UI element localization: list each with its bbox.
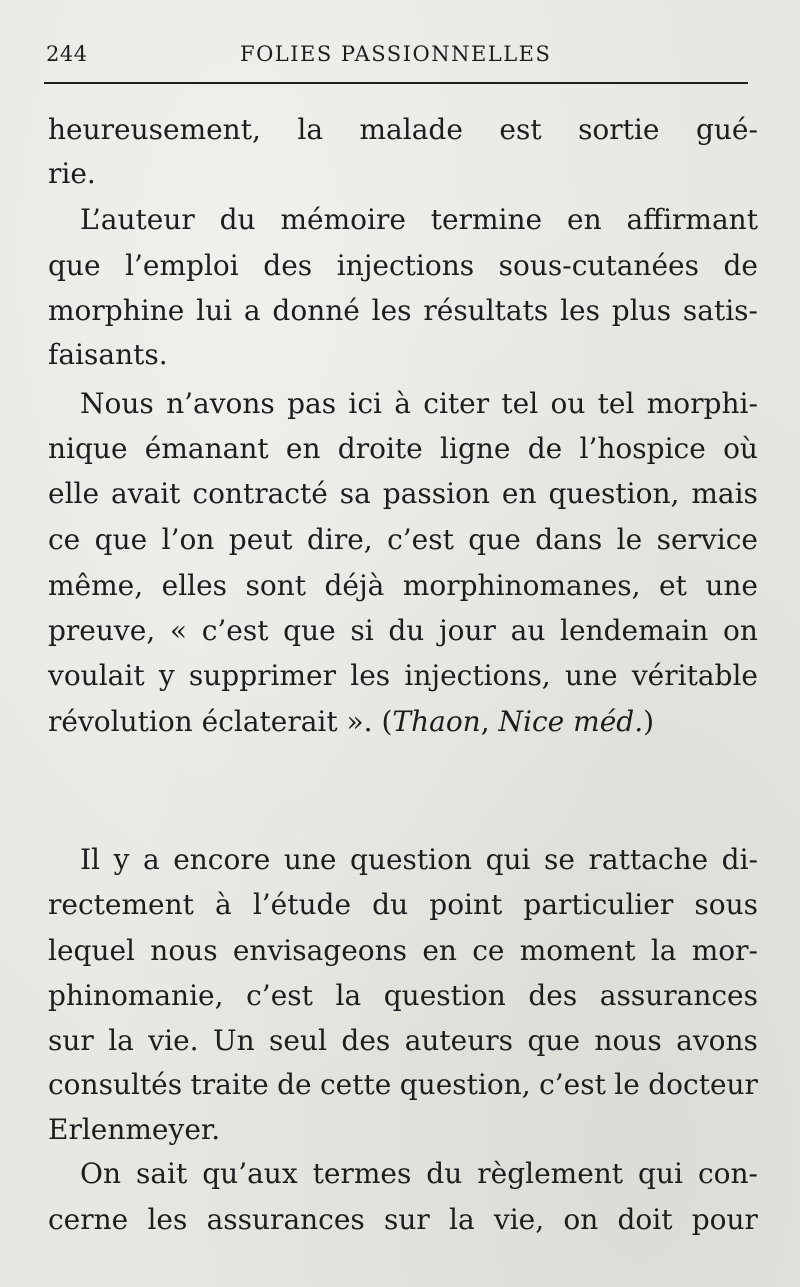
word: question [383,979,506,1012]
word: sur [384,1203,430,1236]
word: pour [691,1203,758,1236]
word: que [468,523,521,556]
word: la [650,934,677,967]
word: lequel [48,934,136,967]
text-line [80,1152,758,1196]
text-line [80,382,758,426]
word: passion [382,477,490,510]
word: règlement [477,1157,624,1190]
word: sortie [578,113,660,146]
word: encore [173,843,271,876]
word: « [169,614,188,647]
word: où [723,432,758,465]
word: on [563,1203,599,1236]
word: docteur [648,1068,758,1101]
word: c’est [539,1068,606,1101]
word: qui [638,1157,683,1190]
text-line [48,700,758,744]
word: l’hospice [579,432,706,465]
word: lui [196,294,233,327]
word: mais [691,477,758,510]
word: ici [348,387,382,420]
word: de [277,1068,312,1101]
text-line [48,152,758,196]
word: les [350,659,391,692]
word: seul [269,1024,327,1057]
word: du [388,614,425,647]
word: l’emploi [125,249,239,282]
word: avons [676,1024,758,1057]
word: jour [438,614,496,647]
word: sont [245,569,307,602]
word: c’est [246,979,313,1012]
word: peut [228,523,293,556]
word: émanant [144,432,269,465]
word: L’auteur [80,203,195,236]
word: preuve, [48,614,156,647]
word: les [147,1203,188,1236]
word: une [705,569,758,602]
word: vie, [493,1203,545,1236]
word: service [656,523,758,556]
word: ce [48,523,81,556]
word: méd.) [573,705,655,738]
word: ligne [440,432,511,465]
word: c’est [387,523,454,556]
word: nous [150,934,218,967]
word: des [528,979,578,1012]
word: si [350,614,374,647]
word: l’on [161,523,215,556]
word: cette [320,1068,392,1101]
word: (Thaon, [381,705,490,738]
word: rattache [588,843,709,876]
word: point [429,888,503,921]
word: elles [161,569,228,602]
word: sur [48,1024,94,1057]
word: qui [485,843,531,876]
word: sous [694,888,758,921]
word: di- [721,843,758,876]
word: donné [272,294,360,327]
word: assurances [599,979,758,1012]
word: la [108,1024,134,1057]
word: du [372,888,409,921]
text-line [48,883,758,927]
text-line [48,974,758,1018]
word: Un [212,1024,255,1057]
word: On [80,1157,121,1190]
word: injections, [404,659,551,692]
word: malade [359,113,463,146]
word: morphinomanes, [402,569,641,602]
word: rectement [48,888,194,921]
word: gué- [695,113,758,146]
word: question [350,843,473,876]
word: cerne [48,1203,129,1236]
word: traite [190,1068,269,1101]
text-line [48,1108,758,1152]
word: en [567,203,602,236]
text-line [48,427,758,471]
word: consultés [48,1068,183,1101]
word: termine [430,203,543,236]
word: la [335,979,362,1012]
word: question, [548,477,680,510]
word: que [48,249,101,282]
text-line [48,518,758,562]
word: tel [501,387,539,420]
word: ou [550,387,586,420]
word: rie. [48,157,96,190]
word: et [659,569,687,602]
text-line [80,838,758,882]
word: droite [337,432,423,465]
word: heureusement, [48,113,261,146]
word: est [499,113,542,146]
word: les [371,294,412,327]
word: elle [48,477,100,510]
word: éclaterait [201,705,338,738]
word: même, [48,569,144,602]
word: nique [48,432,128,465]
word: ». [346,705,373,738]
word: auteurs [404,1024,514,1057]
text-line [48,654,758,698]
word: Il [80,843,101,876]
word: que [283,614,336,647]
word: des [341,1024,391,1057]
word: sous-cutanées [498,249,699,282]
word: c’est [201,614,269,647]
word: du [426,1157,463,1190]
text-line [48,1019,758,1063]
word: citer [423,387,490,420]
word: dire, [306,523,373,556]
word: des [263,249,313,282]
word: se [544,843,575,876]
word: lendemain [560,614,709,647]
word: le [616,523,643,556]
word: de [527,432,563,465]
word: sait [135,1157,188,1190]
word: a [243,294,261,327]
running-title: FOLIES PASSIONNELLES [240,42,552,66]
word: a [142,843,160,876]
word: contracté [192,477,328,510]
word: question, [399,1068,531,1101]
word: avait [111,477,181,510]
word: morphi- [646,387,758,420]
word: faisants. [48,338,168,371]
word: déjà [324,569,385,602]
text-line [48,564,758,608]
word: révolution [48,705,193,738]
text-line [48,929,758,973]
word: que [94,523,148,556]
word: véritable [631,659,758,692]
text-line [48,1063,758,1107]
word: morphine [48,294,185,327]
text-line [48,472,758,516]
word: la [449,1203,475,1236]
word: plus [611,294,672,327]
word: n’avons [166,387,275,420]
word: dans [535,523,603,556]
word: phinomanie, [48,979,224,1012]
word: envisageons [232,934,408,967]
word: vie. [148,1024,199,1057]
word: qu’aux [202,1157,298,1190]
text-line [48,609,758,653]
word: voulait [48,659,145,692]
word: de [723,249,758,282]
word: y [158,659,175,692]
word: mémoire [280,203,406,236]
word: Nice [498,705,565,738]
word: les [560,294,600,327]
word: ce [472,934,505,967]
word: l’étude [252,888,352,921]
word: con- [697,1157,758,1190]
word: à [394,387,411,420]
word: une [283,843,337,876]
running-head [46,36,752,76]
word: Erlenmeyer. [48,1113,221,1146]
word: en [285,432,321,465]
text-line [48,333,758,377]
word: en [501,477,537,510]
word: assurances [206,1203,365,1236]
text-line [80,198,758,242]
page-number: 244 [46,42,88,66]
word: y [113,843,130,876]
text-line [48,289,758,333]
word: le [614,1068,640,1101]
word: en [422,934,457,967]
word: à [215,888,232,921]
word: nous [594,1024,662,1057]
word: Nous [80,387,154,420]
word: une [564,659,618,692]
word: au [510,614,546,647]
word: satis- [682,294,758,327]
text-line [48,244,758,288]
word: la [297,113,324,146]
word: particulier [523,888,674,921]
word: affirmant [626,203,758,236]
word: que [527,1024,580,1057]
word: doit [617,1203,673,1236]
word: pas [287,387,337,420]
header-rule [44,82,748,84]
text-line [48,108,758,152]
word: on [723,614,758,647]
word: résultats [423,294,549,327]
word: supprimer [188,659,337,692]
word: mor- [691,934,758,967]
word: injections [336,249,475,282]
text-line [48,1198,758,1242]
word: sa [339,477,371,510]
word: du [219,203,256,236]
word: termes [312,1157,412,1190]
word: tel [597,387,635,420]
word: moment [519,934,636,967]
